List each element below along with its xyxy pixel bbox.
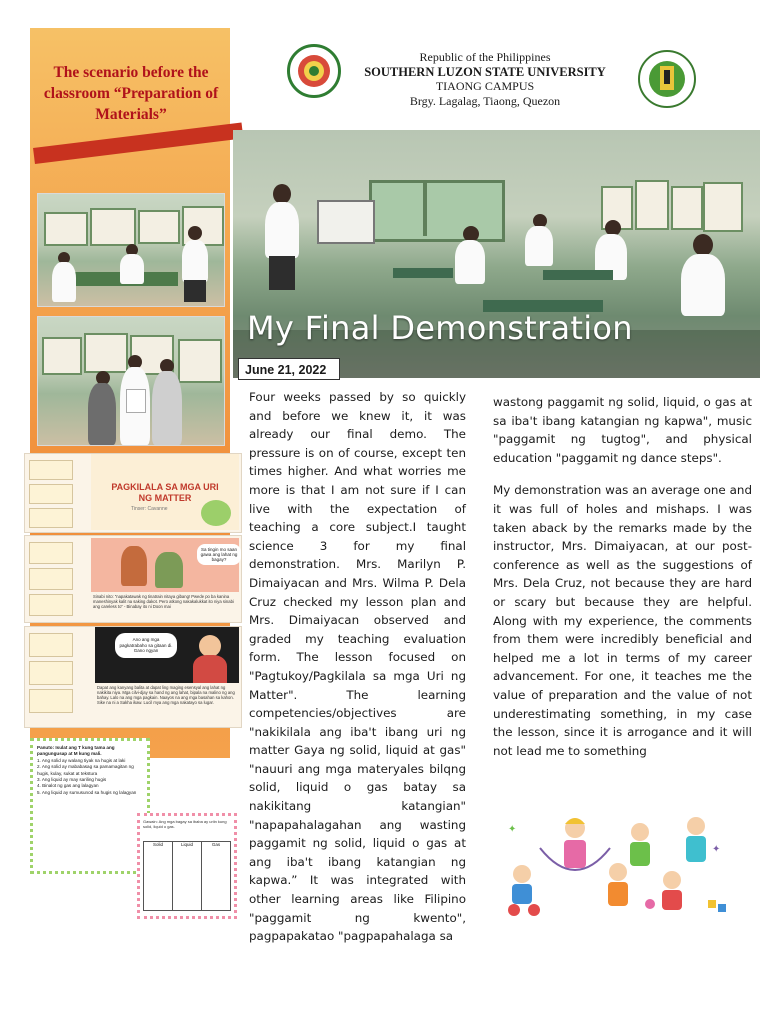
worksheet-item: 1. Ang solid ay walang tiyak na hugis at laki — [37, 757, 126, 763]
page-title: My Final Demonstration — [247, 309, 633, 347]
column-2-paragraph-1: wastong paggamit ng solid, liquid, o gas at sa iba't ibang katangian ng kapwa", music "paggamit ng tugtog", and physical education "paggamit ng dance steps". — [493, 395, 752, 465]
university-seal-left — [287, 44, 341, 98]
header-university: SOUTHERN LUZON STATE UNIVERSITY — [364, 64, 606, 79]
slide-3-bubble: Ano ang mga pagkatrabaho sa gitaan di. Gano ngyan — [115, 633, 177, 658]
sidebar-photo-group — [37, 316, 225, 446]
slide-2 — [24, 535, 242, 623]
children-illustration — [500, 812, 730, 917]
svg-text:✦: ✦ — [712, 844, 721, 855]
slide-1-title: PAGKILALA SA MGA URI NG MATTER — [111, 482, 219, 503]
slide-3-caption: Dapat ang kanyang balita at dapat ling maging esensyal ang lahat ng nakikita niya. Mga cilvi-djay sa hand ng ang lahat, bipala na malino ng ang bahay. Lalo na ang mga pagkain. Naayos na ang mga basahan sa kahon. Sike na ni a Sakha ikaw. Lucil mya ang mga nakatayo sa lugar. — [97, 685, 235, 705]
header-campus: TIAONG CAMPUS — [435, 79, 535, 93]
article-column-2 — [493, 393, 752, 760]
header-republic: Republic of the Philippines — [419, 50, 551, 64]
table-header-solid: Solid — [144, 842, 173, 910]
svg-text:✦: ✦ — [508, 824, 517, 835]
worksheet-item: 3. Ang liquid ay may sariling hugis — [37, 777, 107, 783]
slide-1-subtitle: Tinser: Cavanne — [131, 506, 168, 512]
sidebar-photo-preparation — [37, 193, 225, 307]
column-1-paragraph: Four weeks passed by so quickly and before we knew it, it was already our final demo. The pressure is on of course, except ten times higher. And what worries me more is that I am not sure if I can live with the expectation of teaching a core subject.I taught science 3 for my final demonstration. Mrs. Marilyn P. Dimaiyacan and Mrs. Wilma P. Dela Cruz checked my lesson plan and Mrs. Dimaiyacan observed and graded my teaching evaluation form. The lesson focused on "Pagtukoy/Pagkilala sa mga Uri ng Matter". The learning competencies/objectives are "nakikilala ang iba't ibang uri ng matter Gaya ng solid, liquid at gas" "nauuri ang mga materyales bilqng solid, liquid o gas batay sa nakikitang katangian" "napapahalagahan ang wasting paggamit ng solid, liquid o gas at ang iba't ibang katangian ng kapwa.” It was integrated with other learning areas like Filipino "paggamit ng kwento", pagpapakatao "pagpapahalaga sa — [249, 390, 466, 944]
worksheet-item: 5. Ang liquid ay sumusunod sa hugis ng lalagyan — [37, 789, 137, 795]
university-header — [350, 50, 620, 108]
date-label: June 21, 2022 — [238, 358, 340, 380]
university-seal-right — [638, 50, 696, 108]
classification-sheet — [137, 813, 237, 919]
slide-2-bubble: Sa tingin mo saan gawa ang lahat ng bagay? — [197, 544, 241, 565]
slide-3 — [24, 626, 242, 728]
article-column-1 — [249, 388, 466, 946]
worksheet-item: 2. Ang solid ay mababasag sa pamamagitan ng hugis, kulay, sukat at tekstura — [37, 764, 134, 776]
slide-1 — [24, 453, 242, 533]
table-header-liquid: Liquid — [173, 842, 202, 910]
classification-title: Gawain: Ang mga bagay sa ibaba ay uriin kung solid, liquid o gas. — [143, 819, 227, 829]
worksheet — [30, 738, 150, 874]
column-2-paragraph-2: My demonstration was an average one and it was full of holes and mishaps. I was taken aback by the remarks made by the instructor, Mrs. Dimaiyacan, at our post-conference as well as the suggestions of Mrs. Dela Cruz, not because they are hard or scary but because they are helpful. Along with my experience, the comments from them were incredibly beneficial and helped me a lot in terms of my career advancement. For one, it teaches me the value of preparation and the value of not underestimating something, in my case the lesson, since it is arrogance and it will not lead me to something — [493, 483, 752, 758]
header-address: Brgy. Lagalag, Tiaong, Quezon — [409, 93, 561, 108]
sidebar-title: The scenario before the classroom “Preparation of Materials” — [43, 64, 219, 123]
worksheet-item: 4. Binalot ng gas ang lalagyan — [37, 783, 99, 789]
worksheet-title: Panuto: Isulat ang T kung tama ang pangungusap at M kung mali. — [37, 745, 115, 757]
slide-2-caption: Sinabi nito: “napakatawak ng tinatrain nitaya gibang! Pwede po ba kanina maneshinyak kalit na saking dakot. Pero atkong nakakalukkat ito niya sinabi ang careless to” - Binabay ito ni Doon mai — [93, 594, 234, 609]
table-header-gas: Gas — [211, 842, 221, 847]
